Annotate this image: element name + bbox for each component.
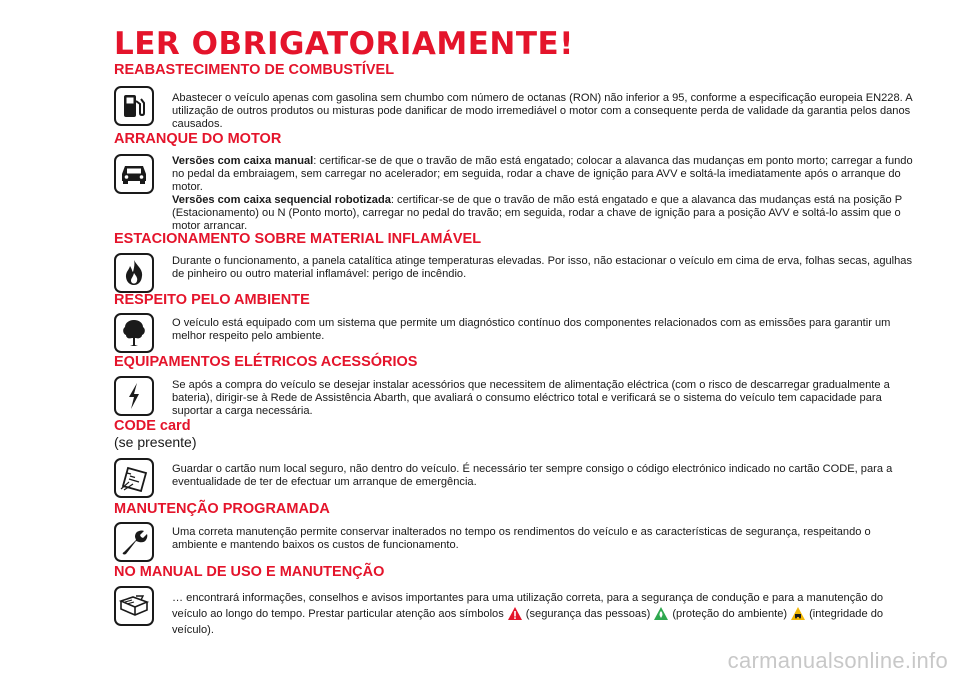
- manual-gearbox-text: : certificar-se de que o travão de mão está engatado; colocar a alavanca das mudanças em ponto morto; carregar a fundo no pedal da embraiagem, sem carregar no acelerador; em seguida, rodar a chave de ignição para AVV e soltá-la imediatamente após o arranque do motor.: [172, 155, 913, 193]
- section-heading-engine-start: ARRANQUE DO MOTOR: [114, 131, 282, 147]
- vehicle-integrity-icon: [790, 606, 806, 622]
- section-heading-maintenance: MANUTENÇÃO PROGRAMADA: [114, 501, 330, 517]
- section-heading-manual: NO MANUAL DE USO E MANUTENÇÃO: [114, 564, 385, 580]
- flame-icon: [114, 253, 154, 293]
- robotized-gearbox-text: : certificar-se de que o travão de mão está engatado e que a alavanca das mudanças está na posição P (Estacionamento) ou N (Ponto morto), carregar no pedal do travão; em seguida, rodar a chave de ignição para a posição AVV e soltá-lo assim que o motor arrancar.: [172, 194, 902, 232]
- section-text-electrical: Se após a compra do veículo se desejar instalar acessórios que necessitem de alimentação eléctrica (com o risco de descarregar gradualmente a bateria), dirigir-se à Rede de Assistência Abarth, que avaliará o consumo eléctrico total e verificará se o sistema do veículo tem capacidade para suportar a carga necessária.: [172, 379, 890, 417]
- watermark: carmanualsonline.info: [727, 648, 948, 673]
- manual-text-part-1: … encontrará informações, conselhos e avisos importantes para uma utilização correta, para a segurança de condução e para a manutenção do veículo ao longo do tempo. Prestar particular atenção aos símbolos: [172, 592, 884, 620]
- section-subheading-code-card: (se presente): [114, 434, 197, 450]
- section-heading-code-card: CODE card: [114, 418, 191, 434]
- tree-icon: [114, 313, 154, 353]
- section-heading-environment: RESPEITO PELO AMBIENTE: [114, 292, 310, 308]
- manual-text-part-3: (proteção do ambiente): [672, 608, 788, 620]
- people-safety-warning-icon: [507, 606, 523, 622]
- section-text-engine-start: [172, 155, 917, 233]
- wrench-icon: [114, 522, 154, 562]
- section-heading-electrical: EQUIPAMENTOS ELÉTRICOS ACESSÓRIOS: [114, 354, 418, 370]
- manual-gearbox-label: Versões com caixa manual: [172, 155, 314, 167]
- book-icon: [114, 586, 154, 626]
- section-heading-fuel: REABASTECIMENTO DE COMBUSTÍVEL: [114, 62, 395, 78]
- fuel-pump-icon: [114, 86, 154, 126]
- page-title: LER OBRIGATORIAMENTE!: [114, 26, 574, 62]
- section-text-maintenance: Uma correta manutenção permite conservar inalterados no tempo os rendimentos do veículo e as características de segurança, respeitando o ambiente e mantendo baixos os custos de funcionamento.: [172, 526, 871, 551]
- manual-text-part-2: (segurança das pessoas): [525, 608, 651, 620]
- section-text-fuel: Abastecer o veículo apenas com gasolina sem chumbo com número de octanas (RON) não inferior a 95, conforme a especificação europeia EN228. A utilização de outros produtos ou misturas pode danificar de modo irremediável o motor com a consequente perda de validade da garantia pelos danos causados.: [172, 92, 912, 130]
- lightning-icon: [114, 376, 154, 416]
- section-text-code-card: Guardar o cartão num local seguro, não dentro do veículo. É necessário ter sempre consigo o código electrónico indicado no cartão CODE, para a eventualidade de ter de efectuar um arranque de emergência.: [172, 463, 893, 488]
- section-text-environment: O veículo está equipado com um sistema que permite um diagnóstico contínuo dos componentes relacionados com as emissões para garantir um melhor respeito pelo ambiente.: [172, 317, 891, 342]
- section-heading-parking: ESTACIONAMENTO SOBRE MATERIAL INFLAMÁVEL: [114, 231, 482, 247]
- manual-text-part-4: (integridade do veículo).: [172, 608, 884, 637]
- car-icon: [114, 154, 154, 194]
- robotized-gearbox-label: Versões com caixa sequencial robotizada: [172, 194, 391, 206]
- section-text-manual: [172, 590, 917, 638]
- environment-protection-icon: [653, 606, 669, 622]
- section-text-parking: Durante o funcionamento, a panela catalítica atinge temperaturas elevadas. Por isso, não estacionar o veículo em cima de erva, folhas secas, agulhas de pinheiro ou outro material inflamável: perigo de incêndio.: [172, 255, 913, 280]
- card-icon: [114, 458, 154, 498]
